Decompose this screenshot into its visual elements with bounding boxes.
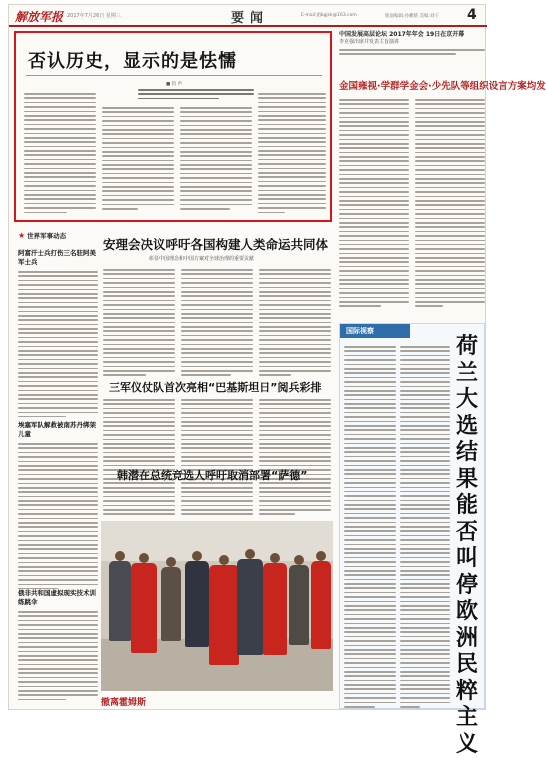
photo-figure bbox=[185, 561, 209, 647]
headline-rule bbox=[26, 75, 322, 76]
world-military-label bbox=[18, 231, 66, 240]
photo-figure bbox=[109, 561, 131, 641]
international-observation[interactable] bbox=[339, 323, 485, 757]
newspaper-logo: 解放军报 bbox=[15, 10, 64, 24]
observation-body-col-1 bbox=[344, 346, 396, 710]
star-icon: ★ bbox=[18, 231, 26, 240]
photo-figure bbox=[209, 565, 239, 665]
photo-head bbox=[166, 557, 176, 567]
commentary-body-col-3 bbox=[180, 107, 252, 212]
story-body-col-2 bbox=[181, 269, 253, 379]
military-item-body bbox=[18, 611, 98, 703]
brief-title: 中国发展高层论坛 2017年年会 19日在京开幕 bbox=[339, 31, 465, 38]
photo-figure bbox=[237, 559, 263, 655]
photo-figure bbox=[289, 565, 309, 645]
story-body-col-1 bbox=[103, 487, 175, 518]
photo-head bbox=[270, 553, 280, 563]
right-column-body-a bbox=[339, 99, 409, 310]
commentary-body-col-1 bbox=[24, 93, 96, 216]
commentary-body-col-4 bbox=[258, 93, 326, 216]
contact-email: E-mail:jfjbgjsk@163.com bbox=[301, 13, 357, 18]
photo-figure bbox=[161, 567, 181, 641]
page-number: 4 bbox=[467, 7, 477, 23]
world-military-label-text: 世界军事动态 bbox=[27, 232, 67, 240]
brief-subtitle: 李克强出席并发表主旨演讲 bbox=[339, 39, 400, 45]
photo-head bbox=[294, 555, 304, 565]
photo-head bbox=[139, 553, 149, 563]
story-body-col-1 bbox=[103, 269, 175, 379]
editor-credit: 版面编辑:孙鹏鹤 美编:刘子 bbox=[385, 14, 439, 19]
observation-tag: 国际视察 bbox=[340, 324, 410, 338]
news-brief[interactable] bbox=[339, 31, 485, 58]
military-item-title[interactable]: 埃塞军队解救被南苏丹绑架儿童 bbox=[18, 421, 96, 438]
vertical-headline: 荷兰大选结果能否叫停欧洲民粹主义 bbox=[455, 334, 478, 757]
world-military-column bbox=[14, 229, 100, 707]
right-column-headline[interactable]: 金国雍视·学群学金会·少先队等组织设言方案均发 bbox=[339, 81, 546, 92]
story-subhead: 彰显中国理念和中国方案对全球治理的重要贡献 bbox=[149, 256, 255, 262]
observation-body-col-2 bbox=[400, 346, 450, 710]
photo-head bbox=[115, 551, 125, 561]
newspaper-page bbox=[8, 4, 546, 757]
news-photo bbox=[101, 521, 333, 691]
brief-body bbox=[339, 49, 485, 55]
photo-figure bbox=[263, 563, 287, 655]
section-title: 要闻 bbox=[231, 11, 270, 26]
masthead bbox=[9, 5, 487, 27]
story-body-col-3 bbox=[259, 487, 331, 518]
commentary-headline: 否认历史，显示的是怯懦 bbox=[28, 51, 237, 72]
story-body-col-3 bbox=[259, 269, 331, 379]
story-headline[interactable]: 安理会决议呼吁各国构建人类命运共同体 bbox=[103, 237, 329, 252]
issue-date: 2017年7月26日 星期三 bbox=[67, 13, 121, 19]
photo-figure bbox=[311, 561, 331, 649]
story-body-col-2 bbox=[181, 487, 253, 518]
photo-head bbox=[192, 551, 202, 561]
story-headline[interactable]: 三军仪仗队首次亮相“巴基斯坦日”阅兵彩排 bbox=[109, 381, 322, 394]
photo-head bbox=[219, 555, 229, 565]
military-item-body bbox=[18, 271, 98, 420]
commentary-article[interactable] bbox=[14, 31, 332, 222]
right-column-body-b bbox=[415, 99, 485, 310]
photo-head bbox=[245, 549, 255, 559]
story-headline[interactable]: 韩潜在总统竞选人呼吁取消部署“萨德” bbox=[117, 469, 308, 482]
military-item-title[interactable]: 阿富汗士兵打伤三名驻阿美军士兵 bbox=[18, 249, 96, 266]
commentary-lead bbox=[138, 89, 254, 102]
military-item-body bbox=[18, 443, 98, 592]
commentary-body-col-2 bbox=[102, 107, 174, 212]
photo-caption: 撤离霍姆斯 bbox=[101, 698, 147, 708]
military-item-title[interactable]: 俄非共和国虚拟现实技术训练跳伞 bbox=[18, 589, 96, 606]
commentary-byline: ■ 钧 声 bbox=[166, 82, 183, 87]
photo-figure bbox=[131, 563, 157, 653]
photo-head bbox=[316, 551, 326, 561]
